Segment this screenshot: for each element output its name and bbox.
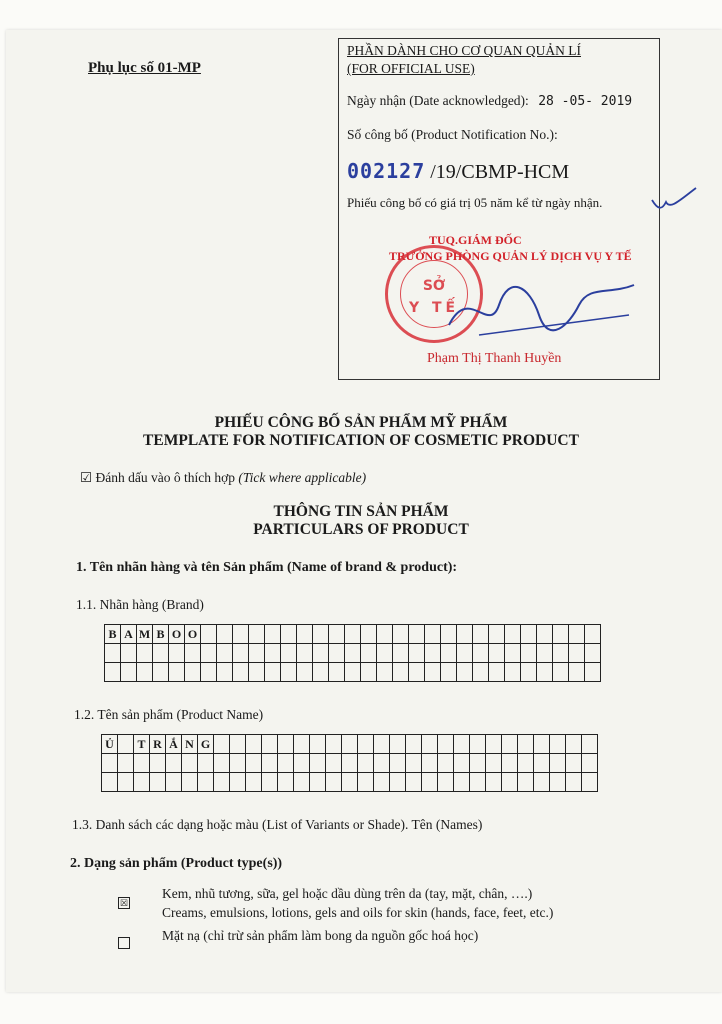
brand-letter-cell[interactable] — [201, 644, 217, 663]
brand-letter-cell[interactable] — [185, 663, 201, 682]
brand-letter-cell[interactable] — [297, 625, 313, 644]
product-letter-cell[interactable] — [582, 773, 598, 792]
official-title-en: (FOR OFFICIAL USE) — [347, 61, 475, 76]
brand-letter-cell[interactable] — [233, 625, 249, 644]
brand-letter-cell[interactable] — [505, 644, 521, 663]
product-type-1-label-vi: Kem, nhũ tương, sữa, gel hoặc dầu dùng trên da (tay, mặt, chân, ….) — [162, 886, 533, 901]
brand-letter-cell[interactable] — [233, 663, 249, 682]
section-1-1-label: 1.1. Nhãn hàng (Brand) — [76, 597, 204, 612]
product-letter-cell[interactable] — [198, 754, 214, 773]
product-grid-row-3 — [102, 773, 598, 792]
product-letter-cell[interactable] — [262, 754, 278, 773]
product-letter-cell[interactable] — [342, 754, 358, 773]
seal-text-so: SỞ — [422, 278, 446, 294]
brand-letter-cell[interactable] — [553, 625, 569, 644]
product-letter-cell[interactable] — [406, 735, 422, 754]
brand-letter-cell[interactable] — [121, 644, 137, 663]
product-letter-cell[interactable] — [582, 754, 598, 773]
product-letter-cell[interactable] — [310, 754, 326, 773]
brand-letter-cell[interactable] — [361, 625, 377, 644]
number-stamp: 002127 — [347, 159, 426, 183]
brand-letter-cell[interactable] — [393, 644, 409, 663]
product-letter-cell[interactable] — [486, 773, 502, 792]
product-letter-cell[interactable] — [390, 735, 406, 754]
deputy-title: TUQ.GIÁM ĐỐC — [429, 233, 522, 247]
form-title-en: TEMPLATE FOR NOTIFICATION OF COSMETIC PRODUCT — [143, 432, 579, 449]
date-label: Ngày nhận (Date acknowledged): — [347, 93, 529, 108]
brand-letter-cell[interactable] — [329, 663, 345, 682]
product-letter-cell[interactable] — [294, 773, 310, 792]
brand-letter-cell[interactable] — [345, 663, 361, 682]
brand-letter-cell[interactable] — [137, 644, 153, 663]
brand-letter-cell[interactable] — [201, 625, 217, 644]
product-letter-cell[interactable] — [422, 773, 438, 792]
brand-letter-cell[interactable] — [313, 644, 329, 663]
product-grid-row-1 — [102, 735, 598, 754]
product-letter-cell[interactable] — [518, 773, 534, 792]
brand-letter-cell[interactable] — [521, 663, 537, 682]
product-letter-cell[interactable] — [406, 754, 422, 773]
notification-number-label: Số công bố (Product Notification No.): — [347, 127, 558, 142]
product-letter-cell[interactable] — [246, 773, 262, 792]
product-letter-cell[interactable] — [230, 735, 246, 754]
product-letter-cell[interactable]: Ủ — [102, 735, 118, 754]
product-letter-cell[interactable] — [326, 735, 342, 754]
product-letter-cell[interactable] — [278, 773, 294, 792]
section-1-heading: 1. Tên nhãn hàng và tên Sản phẩm (Name of brand & product): — [76, 560, 458, 575]
brand-letter-cell[interactable] — [441, 663, 457, 682]
brand-letter-cell[interactable] — [153, 644, 169, 663]
validity-note: Phiếu công bố có giá trị 05 năm kể từ ngày nhận. — [347, 195, 603, 210]
brand-letter-cell[interactable] — [265, 625, 281, 644]
product-letter-cell[interactable] — [262, 773, 278, 792]
checked-box-icon: ☒ — [119, 898, 129, 909]
notification-number — [347, 159, 569, 184]
brand-letter-grid — [104, 624, 601, 682]
brand-letter-cell[interactable] — [441, 625, 457, 644]
product-letter-cell[interactable] — [230, 773, 246, 792]
product-letter-cell[interactable] — [262, 735, 278, 754]
product-letter-cell[interactable]: R — [150, 735, 166, 754]
brand-letter-cell[interactable] — [105, 663, 121, 682]
brand-letter-cell[interactable] — [425, 644, 441, 663]
brand-letter-cell[interactable] — [489, 663, 505, 682]
product-letter-cell[interactable] — [422, 754, 438, 773]
product-type-1-label-en: Creams, emulsions, lotions, gels and oils for skin (hands, face, feet, etc.) — [162, 905, 554, 920]
brand-letter-cell[interactable] — [537, 644, 553, 663]
annex-label: Phụ lục số 01-MP — [88, 60, 201, 76]
product-letter-cell[interactable] — [454, 735, 470, 754]
product-letter-cell[interactable] — [518, 735, 534, 754]
product-letter-cell[interactable] — [102, 773, 118, 792]
product-letter-cell[interactable]: G — [198, 735, 214, 754]
brand-letter-cell[interactable] — [377, 644, 393, 663]
brand-letter-cell[interactable] — [553, 644, 569, 663]
brand-letter-cell[interactable] — [121, 663, 137, 682]
product-letter-cell[interactable] — [310, 773, 326, 792]
form-title-vi: PHIẾU CÔNG BỐ SẢN PHẨM MỸ PHẨM — [214, 414, 508, 431]
brand-letter-cell[interactable] — [489, 625, 505, 644]
product-letter-cell[interactable] — [182, 754, 198, 773]
brand-letter-cell[interactable] — [505, 625, 521, 644]
brand-letter-cell[interactable] — [457, 644, 473, 663]
brand-letter-cell[interactable] — [585, 644, 601, 663]
brand-grid-row-3 — [105, 663, 601, 682]
product-letter-cell[interactable] — [502, 773, 518, 792]
product-letter-cell[interactable] — [582, 735, 598, 754]
tick-instruction — [80, 470, 366, 486]
product-letter-cell[interactable] — [550, 773, 566, 792]
product-letter-cell[interactable] — [326, 754, 342, 773]
product-letter-cell[interactable] — [390, 773, 406, 792]
brand-letter-cell[interactable] — [585, 625, 601, 644]
product-type-2-checkbox[interactable] — [118, 934, 130, 952]
product-letter-cell[interactable] — [342, 773, 358, 792]
brand-letter-cell[interactable] — [361, 644, 377, 663]
department-title: TRƯỞNG PHÒNG QUẢN LÝ DỊCH VỤ Y TẾ — [389, 249, 632, 263]
brand-letter-cell[interactable] — [153, 663, 169, 682]
brand-letter-cell[interactable] — [105, 644, 121, 663]
date-acknowledged — [347, 93, 632, 109]
brand-letter-cell[interactable] — [345, 625, 361, 644]
product-letter-cell[interactable] — [102, 754, 118, 773]
brand-letter-cell[interactable] — [393, 663, 409, 682]
product-letter-cell[interactable] — [534, 735, 550, 754]
product-letter-cell[interactable] — [486, 754, 502, 773]
brand-letter-cell[interactable]: M — [137, 625, 153, 644]
brand-letter-cell[interactable]: B — [105, 625, 121, 644]
brand-letter-cell[interactable] — [185, 644, 201, 663]
brand-letter-cell[interactable] — [281, 644, 297, 663]
brand-letter-cell[interactable] — [537, 663, 553, 682]
product-letter-cell[interactable] — [230, 754, 246, 773]
official-title-vi: PHẦN DÀNH CHO CƠ QUAN QUẢN LÍ — [347, 43, 581, 58]
product-letter-cell[interactable] — [118, 735, 134, 754]
brand-letter-cell[interactable] — [457, 663, 473, 682]
signer-name: Phạm Thị Thanh Huyền — [427, 351, 562, 366]
product-letter-cell[interactable] — [278, 754, 294, 773]
brand-letter-cell[interactable] — [137, 663, 153, 682]
brand-letter-cell[interactable] — [505, 663, 521, 682]
product-letter-cell[interactable] — [294, 735, 310, 754]
product-letter-cell[interactable] — [294, 754, 310, 773]
brand-letter-cell[interactable] — [569, 625, 585, 644]
product-grid-row-2 — [102, 754, 598, 773]
product-letter-cell[interactable] — [358, 735, 374, 754]
product-letter-cell[interactable] — [566, 773, 582, 792]
brand-letter-cell[interactable] — [409, 625, 425, 644]
product-letter-cell[interactable] — [374, 735, 390, 754]
product-letter-cell[interactable]: Ắ — [166, 735, 182, 754]
brand-letter-cell[interactable] — [377, 625, 393, 644]
brand-letter-cell[interactable] — [585, 663, 601, 682]
brand-letter-cell[interactable] — [249, 644, 265, 663]
product-letter-cell[interactable] — [134, 773, 150, 792]
seal-text-yte: Y TẾ — [408, 300, 460, 316]
product-letter-cell[interactable] — [550, 754, 566, 773]
brand-letter-cell[interactable] — [409, 663, 425, 682]
brand-letter-cell[interactable] — [473, 663, 489, 682]
margin-check-mark — [650, 180, 700, 220]
product-letter-cell[interactable] — [454, 754, 470, 773]
section-2-heading: 2. Dạng sản phẩm (Product type(s)) — [70, 856, 283, 871]
product-letter-cell[interactable] — [214, 754, 230, 773]
product-letter-cell[interactable] — [454, 773, 470, 792]
product-letter-cell[interactable] — [358, 773, 374, 792]
product-letter-cell[interactable] — [134, 754, 150, 773]
product-letter-cell[interactable] — [310, 735, 326, 754]
brand-letter-cell[interactable] — [409, 644, 425, 663]
brand-letter-cell[interactable]: O — [169, 625, 185, 644]
product-letter-cell[interactable] — [342, 735, 358, 754]
brand-letter-cell[interactable] — [217, 625, 233, 644]
product-letter-cell[interactable] — [470, 773, 486, 792]
product-letter-cell[interactable] — [214, 773, 230, 792]
product-letter-cell[interactable] — [118, 754, 134, 773]
brand-letter-cell[interactable] — [281, 625, 297, 644]
brand-letter-cell[interactable] — [329, 625, 345, 644]
tick-note-en: (Tick where applicable) — [238, 470, 367, 485]
product-letter-cell[interactable] — [214, 735, 230, 754]
product-letter-cell[interactable]: N — [182, 735, 198, 754]
brand-letter-cell[interactable] — [169, 663, 185, 682]
tick-note-vi: Đánh dấu vào ô thích hợp — [95, 470, 235, 485]
brand-letter-cell[interactable] — [473, 644, 489, 663]
brand-letter-cell[interactable] — [393, 625, 409, 644]
product-letter-cell[interactable] — [470, 735, 486, 754]
date-value: 28 -05- 2019 — [538, 94, 633, 109]
handwritten-signature — [439, 265, 639, 345]
product-letter-cell[interactable] — [566, 735, 582, 754]
brand-letter-cell[interactable] — [313, 663, 329, 682]
brand-letter-cell[interactable] — [217, 663, 233, 682]
brand-letter-cell[interactable] — [569, 663, 585, 682]
product-letter-cell[interactable] — [406, 773, 422, 792]
product-letter-cell[interactable] — [422, 735, 438, 754]
brand-letter-cell[interactable] — [217, 644, 233, 663]
particulars-title-vi: THÔNG TIN SẢN PHẨM — [273, 503, 449, 520]
brand-letter-cell[interactable]: O — [185, 625, 201, 644]
product-letter-cell[interactable] — [374, 754, 390, 773]
section-1-2-label: 1.2. Tên sản phẩm (Product Name) — [74, 707, 264, 722]
product-name-letter-grid — [101, 734, 598, 792]
brand-letter-cell[interactable] — [377, 663, 393, 682]
particulars-title-en: PARTICULARS OF PRODUCT — [253, 521, 469, 538]
product-letter-cell[interactable] — [438, 735, 454, 754]
brand-letter-cell[interactable] — [345, 644, 361, 663]
product-letter-cell[interactable] — [438, 773, 454, 792]
product-letter-cell[interactable] — [166, 773, 182, 792]
brand-letter-cell[interactable] — [313, 625, 329, 644]
brand-letter-cell[interactable] — [265, 663, 281, 682]
brand-letter-cell[interactable] — [169, 644, 185, 663]
brand-letter-cell[interactable] — [521, 644, 537, 663]
brand-letter-cell[interactable] — [201, 663, 217, 682]
brand-letter-cell[interactable] — [473, 625, 489, 644]
product-letter-cell[interactable] — [150, 773, 166, 792]
brand-letter-cell[interactable] — [297, 644, 313, 663]
product-letter-cell[interactable] — [502, 735, 518, 754]
product-letter-cell[interactable] — [278, 735, 294, 754]
brand-letter-cell[interactable] — [425, 663, 441, 682]
empty-box-icon — [118, 937, 130, 949]
product-letter-cell[interactable] — [486, 735, 502, 754]
product-type-2-label-vi: Mặt nạ (chỉ trừ sản phẩm làm bong da nguồn gốc hoá học) — [162, 928, 479, 943]
brand-letter-cell[interactable] — [553, 663, 569, 682]
brand-letter-cell[interactable] — [233, 644, 249, 663]
brand-letter-cell[interactable] — [249, 663, 265, 682]
product-letter-cell[interactable] — [358, 754, 374, 773]
product-type-1-checkbox[interactable] — [118, 894, 130, 912]
product-letter-cell[interactable] — [502, 754, 518, 773]
product-letter-cell[interactable] — [326, 773, 342, 792]
brand-letter-cell[interactable] — [249, 625, 265, 644]
brand-letter-cell[interactable] — [297, 663, 313, 682]
brand-letter-cell[interactable] — [265, 644, 281, 663]
checked-box-icon: ☑ — [80, 470, 93, 485]
official-use-box — [338, 38, 660, 380]
brand-letter-cell[interactable] — [329, 644, 345, 663]
product-letter-cell[interactable] — [198, 773, 214, 792]
product-letter-cell[interactable] — [182, 773, 198, 792]
brand-letter-cell[interactable] — [489, 644, 505, 663]
brand-letter-cell[interactable] — [537, 625, 553, 644]
product-letter-cell[interactable] — [470, 754, 486, 773]
brand-grid-row-2 — [105, 644, 601, 663]
brand-letter-cell[interactable]: B — [153, 625, 169, 644]
product-letter-cell[interactable] — [518, 754, 534, 773]
product-letter-cell[interactable] — [374, 773, 390, 792]
brand-letter-cell[interactable] — [569, 644, 585, 663]
product-letter-cell[interactable] — [150, 754, 166, 773]
product-letter-cell[interactable] — [118, 773, 134, 792]
brand-letter-cell[interactable] — [441, 644, 457, 663]
product-letter-cell[interactable] — [534, 773, 550, 792]
product-letter-cell[interactable] — [438, 754, 454, 773]
brand-letter-cell[interactable] — [521, 625, 537, 644]
brand-letter-cell[interactable]: A — [121, 625, 137, 644]
brand-letter-cell[interactable] — [457, 625, 473, 644]
product-letter-cell[interactable] — [550, 735, 566, 754]
brand-letter-cell[interactable] — [425, 625, 441, 644]
product-letter-cell[interactable] — [534, 754, 550, 773]
brand-letter-cell[interactable] — [281, 663, 297, 682]
number-suffix: /19/CBMP-HCM — [430, 161, 570, 183]
product-letter-cell[interactable] — [246, 754, 262, 773]
section-1-3-label: 1.3. Danh sách các dạng hoặc màu (List of Variants or Shade). Tên (Names) — [72, 817, 483, 832]
product-letter-cell[interactable] — [166, 754, 182, 773]
product-letter-cell[interactable] — [246, 735, 262, 754]
brand-letter-cell[interactable] — [361, 663, 377, 682]
brand-grid-row-1 — [105, 625, 601, 644]
product-letter-cell[interactable]: T — [134, 735, 150, 754]
product-letter-cell[interactable] — [566, 754, 582, 773]
product-letter-cell[interactable] — [390, 754, 406, 773]
